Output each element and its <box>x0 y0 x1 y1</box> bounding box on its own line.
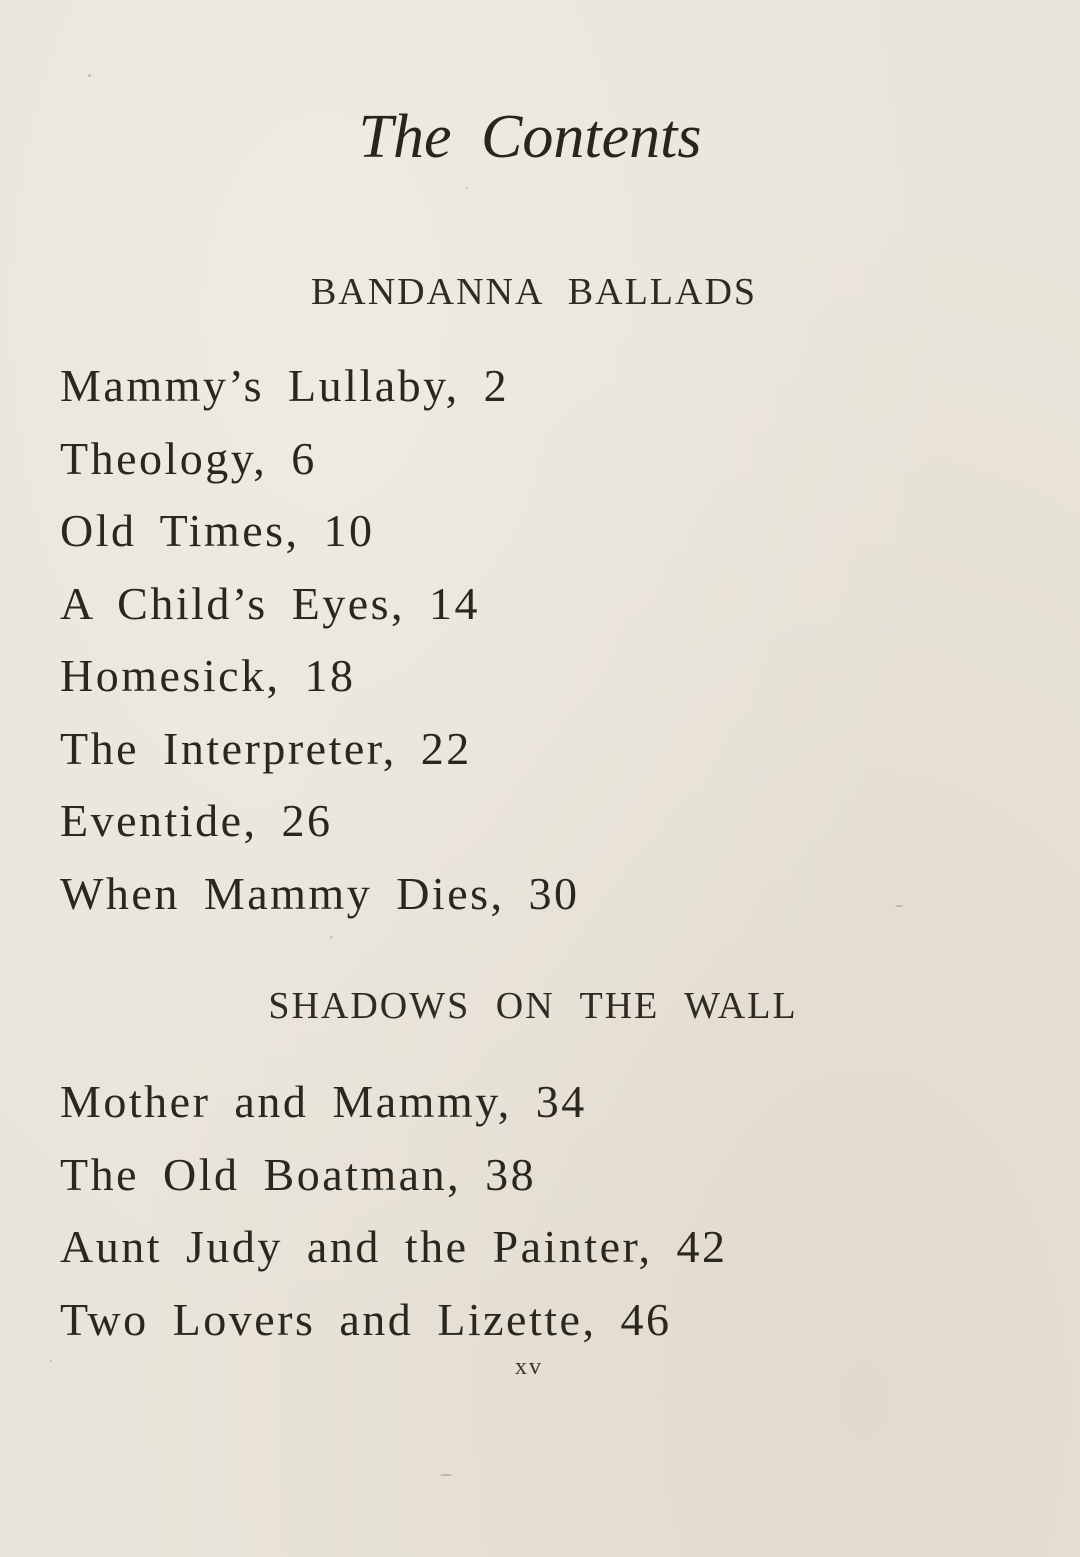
toc-entry: Mammy’s Lullaby, 2 <box>60 360 510 411</box>
toc-entry: A Child’s Eyes, 14 <box>60 577 481 629</box>
paper-speck <box>895 905 903 907</box>
toc-list-bandanna-ballads <box>60 350 580 930</box>
paper-speck <box>88 74 91 77</box>
toc-entry: Mother and Mammy, 34 <box>60 1076 587 1127</box>
page-title: The Contents <box>358 103 702 171</box>
toc-entry: The Interpreter, 22 <box>60 722 472 774</box>
paper-speck <box>50 1360 52 1362</box>
toc-entry: Theology, 6 <box>60 432 317 484</box>
section-heading-shadows-on-the-wall: SHADOWS ON THE WALL <box>268 985 798 1027</box>
toc-entry: Eventide, 26 <box>60 795 333 846</box>
toc-entry: Two Lovers and Lizette, 46 <box>60 1293 672 1345</box>
page-number: xv <box>515 1354 543 1380</box>
toc-entry: The Old Boatman, 38 <box>60 1148 537 1200</box>
paper-speck <box>466 187 468 189</box>
toc-entry: Old Times, 10 <box>60 505 375 556</box>
section-heading-bandanna-ballads: BANDANNA BALLADS <box>310 271 758 313</box>
toc-entry: When Mammy Dies, 30 <box>60 867 580 919</box>
paper-speck <box>330 936 332 939</box>
toc-entry: Aunt Judy and the Painter, 42 <box>60 1221 728 1272</box>
paper-speck <box>440 1474 452 1476</box>
toc-entry: Homesick, 18 <box>60 650 356 701</box>
toc-list-shadows-on-the-wall <box>60 1066 727 1356</box>
